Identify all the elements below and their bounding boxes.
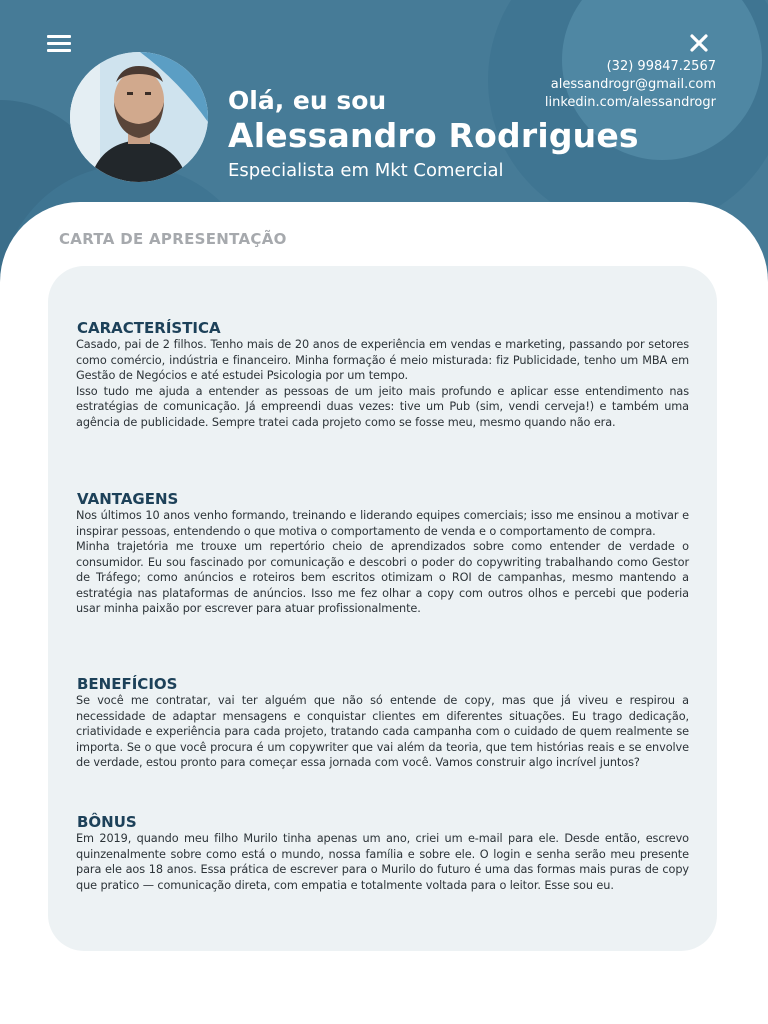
section-paragraph: Nos últimos 10 anos venho formando, treinando e liderando equipes comerciais; isso me ensinou a motivar e inspirar pessoas, entendendo o que motiva o comportamento de venda e o comportamento de compra.	[76, 509, 689, 538]
contact-info	[545, 58, 716, 112]
linkedin-link[interactable]: linkedin.com/alessandrogr	[544, 95, 716, 110]
section-paragraph: Minha trajetória me trouxe um repertório cheio de aprendizados sobre como entender de verdade o consumidor. Eu sou fascinado por comunicação e descobri o poder do copywriting trabalhando como Gestor de Tráfego; como anúncios e roteiros bem escritos otimizam o ROI de campanhas, mesmo mantendo a estratégia nas plataformas de anúncios. Isso me fez olhar a copy com outros olhos e percebi que poderia usar minha paixão por escrever para atuar profissionalmente.	[76, 540, 689, 615]
phone-number[interactable]: (32) 99847.2567	[606, 59, 716, 74]
section-paragraph: Em 2019, quando meu filho Murilo tinha apenas um ano, criei um e-mail para ele. Desde então, escrevo quinzenalmente sobre como está o mundo, nossa família e sobre ele. O login e senha serão meu presente para ele aos 18 anos. Essa prática de escrever para o Murilo do futuro é uma das formas mais puras de copy que pratico — comunicação direta, com empatia e totalmente voltada para o leitor. Esse sou eu.	[76, 832, 689, 892]
section-bonus	[76, 813, 689, 893]
email-link[interactable]: alessandrogr@gmail.com	[550, 77, 716, 92]
section-vantagens	[76, 490, 689, 617]
job-title: Especialista em Mkt Comercial	[228, 160, 504, 181]
page-title: CARTA DE APRESENTAÇÃO	[59, 230, 287, 248]
hamburger-menu-icon[interactable]	[47, 35, 71, 53]
section-paragraph: Casado, pai de 2 filhos. Tenho mais de 20 anos de experiência em vendas e marketing, passando por setores como comércio, indústria e financeiro. Minha formação é meio misturada: fiz Publicidade, tenho um MBA em Gestão de Negócios e até estudei Psicologia por um tempo.	[76, 338, 689, 382]
section-caracteristica	[76, 319, 689, 430]
section-title: BENEFÍCIOS	[77, 675, 178, 693]
section-beneficios	[76, 675, 689, 771]
avatar	[70, 52, 208, 182]
section-title: CARACTERÍSTICA	[77, 319, 221, 337]
section-paragraph: Isso tudo me ajuda a entender as pessoas de um jeito mais profundo e aplicar esse entendimento nas estratégias de comunicação. Já empreendi duas vezes: tive um Pub (sim, vendi cerveja!) e também uma agência de publicidade. Sempre tratei cada projeto como se fosse meu, mesmo quando não era.	[76, 384, 689, 429]
section-paragraph: Se você me contratar, vai ter alguém que não só entende de copy, mas que já viveu e respirou a necessidade de adaptar mensagens e conquistar clientes em diferentes situações. Eu trago dedicação, criatividade e experiência para cada projeto, tratando cada campanha com o cuidado de quem realmente se importa. Se o que você procura é um copywriter que vai além da teoria, que tem histórias reais e se envolve de verdade, estou pronto para começar essa jornada com você. Vamos construir algo incrível juntos?	[76, 694, 689, 769]
section-title: BÔNUS	[77, 813, 137, 831]
greeting-text: Olá, eu sou	[228, 86, 387, 115]
close-icon[interactable]	[688, 32, 710, 54]
person-name: Alessandro Rodrigues	[228, 116, 639, 155]
section-title: VANTAGENS	[77, 490, 179, 508]
